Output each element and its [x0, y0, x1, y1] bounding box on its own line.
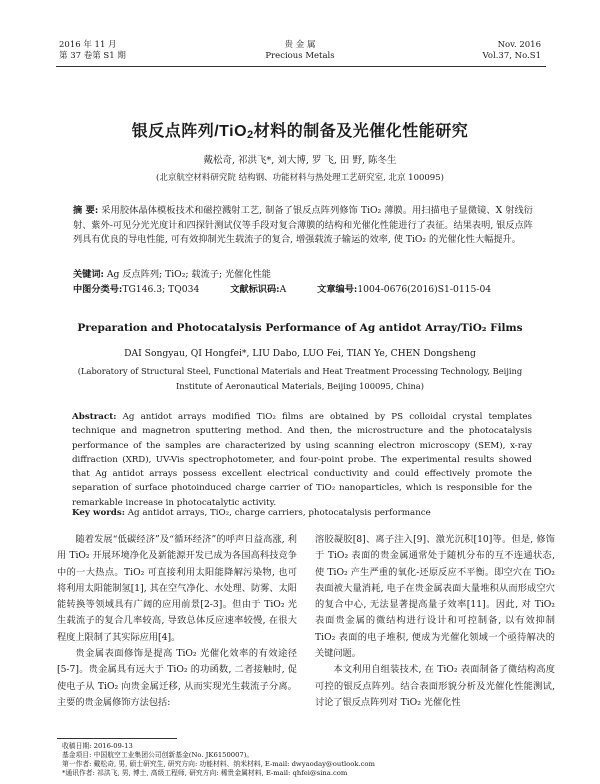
- footnote-corresponding: *通讯作者: 祁洪飞, 男, 博士, 高级工程师, 研究方向: 稀贵金属材料, E-mail: qhfei@sina.com: [62, 769, 348, 777]
- affiliation-cn: (北京航空材料研究院 结构钢、功能材料与热处理工艺研究室, 北京 100095): [156, 173, 444, 183]
- keywords-cn: [73, 266, 271, 280]
- paper-title-en: Preparation and Photocatalysis Performance of Ag antidot Array/TiO₂ Films: [77, 322, 523, 334]
- abstract-en: [72, 410, 532, 510]
- footnote-divider: [57, 738, 177, 739]
- body-column-right: [315, 532, 555, 711]
- journal-name-en: Precious Metals: [265, 51, 335, 61]
- authors-cn: 戴松奇, 祁洪飞*, 刘大博, 罗 飞, 田 野, 陈冬生: [203, 155, 397, 166]
- keywords-cn-text: Ag 反点阵列; TiO₂; 载流子; 光催化性能: [106, 269, 271, 280]
- clc-value: TG146.3; TQ034: [122, 284, 200, 295]
- header-divider: [56, 66, 546, 67]
- title-cn-suffix: 材料的制备及光催化性能研究: [253, 123, 469, 140]
- keywords-en-text: Ag antidot arrays, TiO₂, charge carriers, photocatalysis performance: [127, 508, 431, 518]
- body-paragraph: 溶胶凝胶[8]、离子注入[9]、激光沉积[10]等。但是, 修饰于 TiO₂ 表面的贵金属通常处于随机分布的互不连通状态, 使 TiO₂ 产生严重的氧化-还原反应不平衡。即空穴在 TiO₂ 表面被大量消耗, 电子在贵金属表面大量堆积从而形成空穴的复合中心, 无法显著提高量子效率[11]。因此, 对 TiO₂ 表面贵金属的微结构进行设计和可控制备, 以有效抑制 TiO₂ 表面的电子堆积, 便成为光催化领域一个亟待解决的关键问题。: [315, 534, 555, 660]
- clc-number: [73, 284, 213, 295]
- abstract-cn-label: 摘 要:: [73, 205, 99, 216]
- footnote-first-author: 第一作者: 戴松奇, 男, 硕士研究生, 研究方向: 功能材料、纳米材料, E-mail: dwyaoday@outlook.com: [62, 760, 375, 768]
- body-paragraph: 随着发展“低碳经济”及“循环经济”的呼声日益高涨, 利用 TiO₂ 开展环境净化及新能源开发已成为各国高科技竞争中的一大热点。TiO₂ 可直接利用太阳能降解污染物, 也可将利用太阳能制氢[1], 其在空气净化、水处理、防雾、太阳能转换等领域具有广阔的应用前景[2-3]。但由于 TiO₂ 光生载流子的复合几率较高, 导致总体反应速率较慢, 在很大程度上限制了其实际应用[4]。: [57, 534, 297, 643]
- keywords-cn-label: 关键词:: [73, 269, 104, 280]
- journal-name-cn: 贵 金 属: [284, 40, 316, 50]
- title-cn-prefix: 银反点阵列/TiO: [131, 123, 248, 140]
- title-cn-subscript: 2: [247, 129, 254, 141]
- header-date: 2016 年 11 月: [59, 40, 117, 50]
- body-column-left: [57, 532, 297, 711]
- abstract-en-label: Abstract:: [72, 412, 117, 422]
- authors-en: DAI Songyau, QI Hongfei*, LIU Dabo, LUO Fei, TIAN Ye, CHEN Dongsheng: [124, 348, 476, 359]
- article-number: [317, 284, 505, 295]
- footnote-fund: 基金项目: 中国航空工业集团公司创新基金(No. JK6150007)。: [62, 751, 254, 759]
- abstract-en-text: Ag antidot arrays modified TiO₂ films are obtained by PS colloidal crystal templates technique and magnetron sputtering method. And then, the microstructure and the photocatalysis performance of the samples are characterized by using scanning electron microscopy (SEM), x-ray diffraction (XRD), UV-Vis spectrophotometer, and four-point probe. The experimental results showed that Ag antidot arrays possess excellent electrical conductivity and could effectively promote the separation of surface photoinduced charge carrier of TiO₂ nanoparticles, which is responsible for the remarkable increase in photocatalytic activity.: [72, 412, 533, 508]
- body-paragraph: 本文利用自组装技术, 在 TiO₂ 表面制备了微结构高度可控的银反点阵列。结合表面形貌分析及光催化性能测试, 讨论了银反点阵列对 TiO₂ 光催化性: [315, 664, 555, 708]
- header-right: [483, 40, 541, 62]
- doc-code-value: A: [279, 284, 287, 295]
- body-paragraph: 贵金属表面修饰是提高 TiO₂ 光催化效率的有效途径[5-7]。贵金属具有远大于 TiO₂ 的功函数, 二者接触时, 促使电子从 TiO₂ 向贵金属迁移, 从而实现光生载流子分离。主要的贵金属修饰方法包括:: [57, 648, 297, 708]
- abstract-cn: [73, 204, 533, 248]
- abstract-cn-text: 采用胶体晶体模板技术和磁控溅射工艺, 制备了银反点阵列修饰 TiO₂ 薄膜。用扫描电子显微镜、X 射线衍射、紫外-可见分光光度计和四探针测试仪等手段对复合薄膜的结构和光催化性能进行了表征。结果表明, 银反点阵列具有优良的导电性能, 可有效抑制光生载流子的复合, 增强载流子输运的效率, 使 TiO₂ 的光催化性大幅提升。: [73, 205, 533, 245]
- clc-label: 中图分类号:: [73, 284, 123, 295]
- doc-code-label: 文献标识码:: [230, 284, 280, 295]
- keywords-en-label: Key words:: [72, 508, 125, 518]
- header-volume-cn: 第 37 卷第 S1 期: [59, 51, 126, 61]
- article-no-value: 1004-0676(2016)S1-0115-04: [357, 284, 492, 295]
- article-no-label: 文章编号:: [317, 284, 358, 295]
- keywords-en: [72, 508, 532, 518]
- footnote-received: 收稿日期: 2016-09-13: [62, 742, 133, 750]
- affiliation-en: (Laboratory of Structural Steel, Functional Materials and Heat Treatment Processing Technology, Beijing Institute of Aeronautical Materials, Beijing 100095, China): [77, 366, 523, 391]
- paper-title-cn: [0, 118, 600, 141]
- header-volume-en: Vol.37, No.S1: [482, 51, 541, 61]
- header-date-en: Nov. 2016: [497, 40, 541, 50]
- classification-line: [73, 281, 519, 295]
- doc-code: [230, 284, 300, 295]
